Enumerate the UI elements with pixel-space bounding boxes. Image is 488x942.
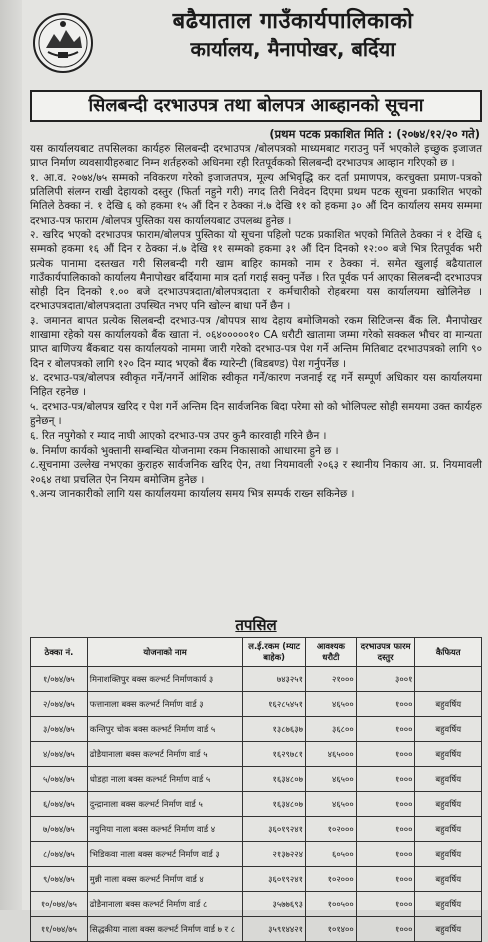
table-row <box>31 767 482 792</box>
table-row <box>31 917 482 942</box>
contract-no: ११/०७४/७५ <box>31 917 88 942</box>
remarks: बहुवर्षिय <box>415 692 482 717</box>
table-row <box>31 667 482 692</box>
contract-no: ४/०७४/७५ <box>31 742 88 767</box>
project-name: भिडिकवा नाला बक्स कल्भर्ट निर्माण वार्ड ३ <box>87 842 243 867</box>
contract-no: १/०७४/७५ <box>31 667 88 692</box>
form-fee: ३००१ <box>356 667 415 692</box>
deposit-amount: १०१४०० <box>305 917 356 942</box>
project-name: फत्तानाला बक्स कल्भर्ट निर्माण वार्ड ३ <box>87 692 243 717</box>
col-remarks: कैफियत <box>415 638 482 667</box>
condition-8: ८.सूचनामा उल्लेख नभएका कुराहरु सार्वजनिक खरिद ऐन, तथा नियमावली २०६३ र स्थानीय निकाय आ. प्र. नियमावली २०६४ तथा प्रचलित ऐन नियम बमोजिम हुनेछ । <box>30 459 482 486</box>
office-name-line2: कार्यालय, मैनापोखर, बर्दिया <box>190 37 396 61</box>
remarks: बहुवर्षिय <box>415 817 482 842</box>
condition-3: ३. जमानत बापत प्रत्येक सिलबन्दी दरभाउ-पत्र /बोपपत्र साथ देहाय बमोजिमको रकम सिटिजन्स बैंक लि. मैनापोखर शाखामा रहेको यस कार्यालयको बैंक खाता नं. ०६४०००००१० CA धरौटी खातामा जम्मा गरेको सक्कल भौचर वा मान्यता प्राप्त बाणिज्य बैंकबाट यस कार्यालयको नाममा जारी गरेको दरभाउ-पत्र पेश गर्ने अन्तिम मितिबाट दरभाउपत्रको लागि ९० दिन र बोलपत्रको लागि १२० दिन म्याद भएको बैंक ग्यारेन्टी (बिडबण्ड) पेश गर्नुपर्नेछ । <box>30 314 482 370</box>
deposit-amount: ४६५००० <box>305 742 356 767</box>
deposit-amount: २१००० <box>305 667 356 692</box>
deposit-amount: १०२००० <box>305 817 356 842</box>
condition-4: ४. दरभाउ-पत्र/बोलपत्र स्वीकृत गर्ने/नगर्ने आंशिक स्वीकृत गर्ने/कारण नजनाई रद्द गर्ने सम्पूर्ण अधिकार यस कार्यालयमा निहित रहनेछ । <box>30 372 482 399</box>
deposit-amount: ३६८०० <box>305 717 356 742</box>
nepal-emblem-icon <box>32 12 94 74</box>
notice-title: सिलबन्दी दरभाउपत्र तथा बोलपत्र आब्हानको सूचना <box>30 90 482 122</box>
deposit-amount: १००५०० <box>305 892 356 917</box>
remarks: बहुवर्षिय <box>415 867 482 892</box>
project-name: सिद्धकीया नाला बक्स कल्भर्ट निर्माण वार्ड ७ र ८ <box>87 917 243 942</box>
condition-1: १. आ.व. २०७४/७५ सम्मको नविकरण गरेको इजाजतपत्र, मूल्य अभिवृद्धि कर दर्ता प्रमाणपत्र, करचुक्ता प्रमाण-पत्रको प्रतिलिपी संलग्न राखी देहायको दस्तुर (फिर्ता नहुने गरी) नगद तिरी निवेदन दिएमा प्रथम पटक सूचना प्रकाशित भएको मितिले ठेक्का नं. १ देखि ६ को हकमा १५ औं दिन र ठेक्का नं.७ देखि ११ को हकमा ३० औं दिन कार्यालय समय सम्ममा दरभाउ-पत्र फाराम /बोलपत्र पुस्तिका यस कार्यालयबाट उपलब्ध हुनेछ । <box>30 171 482 227</box>
office-name <box>108 8 478 62</box>
table-row <box>31 892 482 917</box>
contract-schedule-table <box>30 637 482 942</box>
project-name: ढोडैयानाला बक्स कल्भर्ट निर्माण वार्ड ५ <box>87 742 243 767</box>
estimate-amount: १६३४८०७ <box>243 792 306 817</box>
deposit-amount: ६०५०० <box>305 842 356 867</box>
form-fee: १००० <box>356 817 415 842</box>
col-deposit: आवश्यक धरौटी <box>305 638 356 667</box>
estimate-amount: २१३७२२४ <box>243 842 306 867</box>
remarks: बहुवर्षिय <box>415 842 482 867</box>
estimate-amount: ३६०१९२४१ <box>243 867 306 892</box>
project-name: नयुनिया नाला बक्स कल्भर्ट निर्माण वार्ड ४ <box>87 817 243 842</box>
deposit-amount: ४६५०० <box>305 692 356 717</box>
project-name: मुन्नी नाला बक्स कल्भर्ट निर्माण वार्ड ४ <box>87 867 243 892</box>
col-contract-no: ठेक्का नं. <box>31 638 88 667</box>
estimate-amount: ३६०१९२४१ <box>243 817 306 842</box>
form-fee: १००० <box>356 767 415 792</box>
contract-no: ८/०७४/७५ <box>31 842 88 867</box>
contract-no: ६/०७४/७५ <box>31 792 88 817</box>
form-fee: १००० <box>356 792 415 817</box>
form-fee: १००० <box>356 717 415 742</box>
table-row <box>31 817 482 842</box>
form-fee: १००० <box>356 742 415 767</box>
table-row <box>31 867 482 892</box>
estimate-amount: ३५७७६९३ <box>243 892 306 917</box>
office-header <box>30 4 480 84</box>
project-name: ढोडैनानाला बक्स कल्भर्ट निर्माण वार्ड ८ <box>87 892 243 917</box>
table-header-row <box>31 638 482 667</box>
col-project-name: योजनाको नाम <box>87 638 243 667</box>
estimate-amount: १६२९७८१ <box>243 742 306 767</box>
schedule-title: तपसिल <box>235 616 277 634</box>
page-edge-shadow <box>0 0 22 910</box>
remarks: बहुवर्षिय <box>415 717 482 742</box>
form-fee: १००० <box>356 892 415 917</box>
project-name: दुन्द्रानाला बक्स कल्भर्ट निर्माण वार्ड ५ <box>87 792 243 817</box>
estimate-amount: १३८७६३७ <box>243 717 306 742</box>
form-fee: १००० <box>356 842 415 867</box>
col-form-fee: दरभाउपत्र फारम दस्तुर <box>356 638 415 667</box>
remarks: बहुवर्षिय <box>415 917 482 942</box>
contract-no: ३/०७४/७५ <box>31 717 88 742</box>
table-row <box>31 742 482 767</box>
table-row <box>31 717 482 742</box>
table-row <box>31 692 482 717</box>
condition-7: ७. निर्माण कार्यको भुक्तानी सम्बन्धित योजनामा रकम निकासाको आधारमा हुने छ । <box>30 444 339 457</box>
estimate-amount: ७४३२५१ <box>243 667 306 692</box>
publication-date: (प्रथम पटक प्रकाशित मिति : (२०७४/१२/२० गते) <box>269 127 480 141</box>
remarks: बहुवर्षिय <box>415 892 482 917</box>
table-row <box>31 792 482 817</box>
contract-no: ९/०७४/७५ <box>31 867 88 892</box>
contract-no: ५/०७४/७५ <box>31 767 88 792</box>
contract-no: १०/०७४/७५ <box>31 892 88 917</box>
contract-no: ७/०७४/७५ <box>31 817 88 842</box>
condition-6: ६. रित नपुगेको र म्याद नाघी आएको दरभाउ-पत्र उपर कुनै कारवाही गरिने छैन । <box>30 430 327 443</box>
office-name-line1: बढैयाताल गाउँकार्यपालिकाको <box>172 9 414 34</box>
project-name: धोडहा नाला बक्स कल्भर्ट निर्माण वार्ड ५ <box>87 767 243 792</box>
estimate-amount: ३५९१४४२१ <box>243 917 306 942</box>
table-row <box>31 842 482 867</box>
contract-no: २/०७४/७५ <box>31 692 88 717</box>
remarks: बहुवर्षिय <box>415 792 482 817</box>
deposit-amount: १०२००० <box>305 867 356 892</box>
remarks <box>415 667 482 692</box>
form-fee: १००० <box>356 867 415 892</box>
deposit-amount: ४६५०० <box>305 767 356 792</box>
remarks: बहुवर्षिय <box>415 767 482 792</box>
deposit-amount: ४६५०० <box>305 792 356 817</box>
form-fee: १००० <box>356 917 415 942</box>
condition-5: ५. दरभाउ-पत्र/बोलपत्र खरिद र पेश गर्ने अन्तिम दिन सार्वजनिक बिदा परेमा सो को भोलिपल्ट सोही समयमा उक्त कार्यहरु हुनेछन् । <box>30 401 482 428</box>
remarks: बहुवर्षिय <box>415 742 482 767</box>
project-name: मिनाशक्तिपुर बक्स कल्भर्ट निर्माणकार्य ३ <box>87 667 243 692</box>
col-estimate: ल.ई.रकम (म्याट बाहेक) <box>243 638 306 667</box>
intro-paragraph: यस कार्यालयबाट तपसिलका कार्यहरु सिलबन्दी दरभाउपत्र /बोलपत्रको माध्यमबाट गराउनु पर्ने भएकोले इच्छुक इजाजत प्राप्त निर्माण व्यवसायीहरुबाट निम्न शर्तहरुको अधिनमा रही रितपूर्वकको सिलबन्दी दरभाउपत्र आव्हान गरिएको छ । <box>30 143 482 170</box>
estimate-amount: १६३४८०७ <box>243 767 306 792</box>
condition-2: २. खरिद भएको दरभाउपत्र फाराम/बोलपत्र पुस्तिका यो सूचना पहिलो पटक प्रकाशित भएको मितिले ठेक्का नं १ देखि ६ सम्मको हकमा १६ औं दिन र ठेक्का नं.७ देखि ११ सम्मको हकमा ३१ औं दिन दिनको १२:०० बजे भित्र रितपूर्वक भरी प्रत्येक पानामा दस्तखत गरी सिलबन्दी गरी खाम बाहिर कामको नाम र ठेक्का नं. समेत खुलाई बढैयाताल गाउँकार्यपालिकाको कार्यालय मैनापोखर बर्दियामा मात्र दर्ता गराई सक्नु पर्नेछ । रित पूर्वक पर्न आएका सिलबन्दी दरभाउपत्र सोही दिन दिनको १.०० बजे दरभाउपत्रदाता/बोलपत्रदाता र कर्मचारीको रोहबरमा यस कार्यालयमा खोलिनेछ । दरभाउपत्रदाता/बोलपत्रदाता उपस्थित नभए पनि खोल्न बाधा पर्ने छैन । <box>30 229 482 313</box>
condition-9: ९.अन्य जानकारीको लागि यस कार्यालयमा कार्यालय समय भित्र सम्पर्क राख्न सकिनेछ । <box>30 488 355 501</box>
estimate-amount: १६२८५४५१ <box>243 692 306 717</box>
form-fee: १००० <box>356 692 415 717</box>
project-name: कन्तिपुर चोक बक्स कल्भर्ट निर्माण वार्ड ५ <box>87 717 243 742</box>
notice-body <box>30 142 482 502</box>
